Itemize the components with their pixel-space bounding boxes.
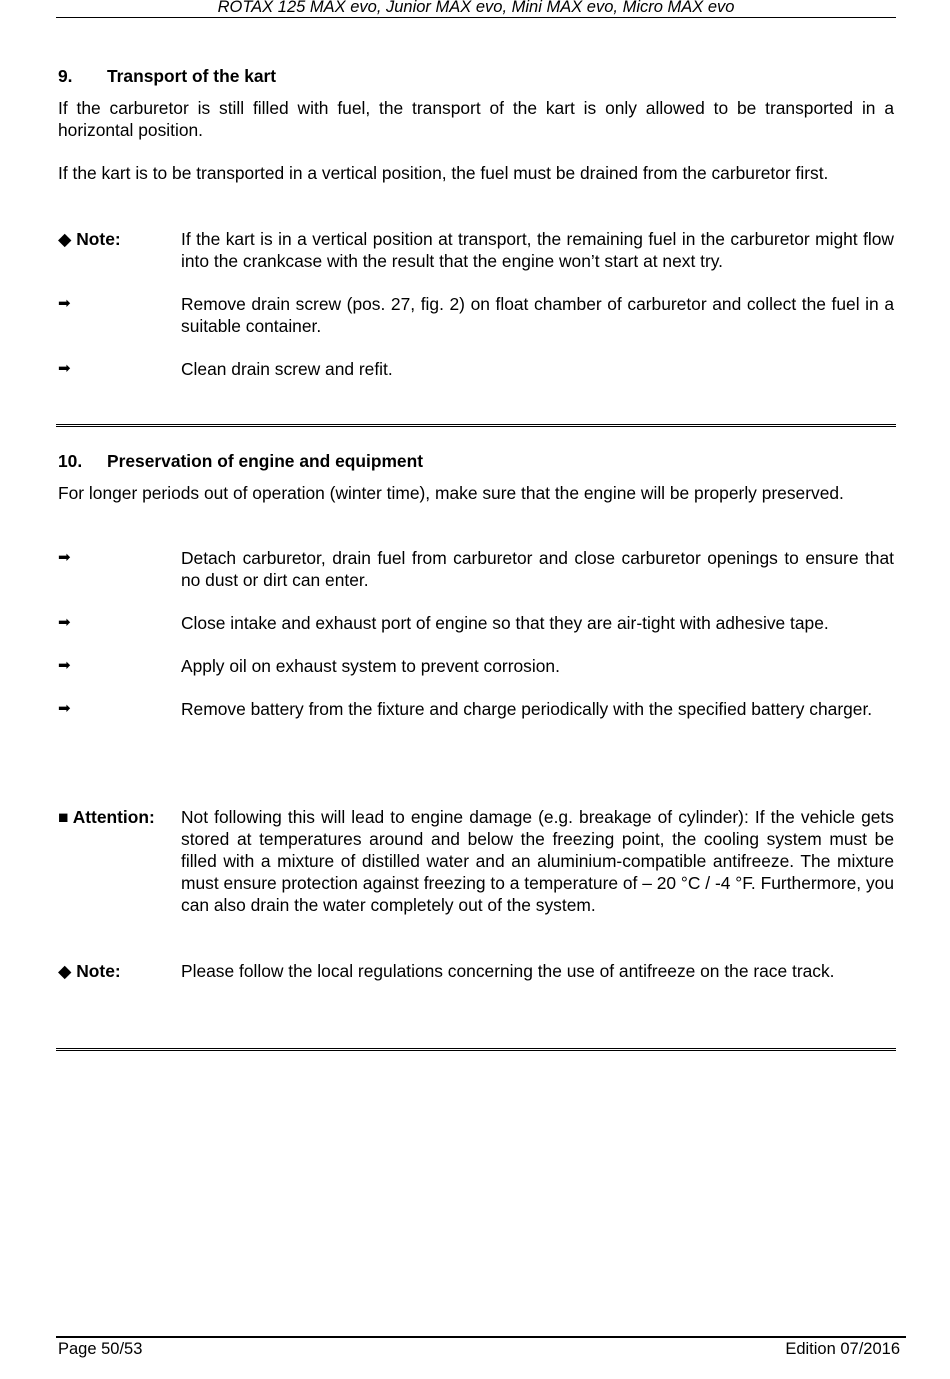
step-item: Clean drain screw and refit.	[181, 359, 393, 379]
arrow-right-icon: ➡	[58, 657, 71, 674]
step-item: Detach carburetor, drain fuel from carburetor and close carburetor openings to ensure that no dust or dirt can enter.	[181, 548, 894, 590]
step-item: Remove drain screw (pos. 27, fig. 2) on float chamber of carburetor and collect the fuel in a suitable container.	[181, 294, 894, 336]
arrow-right-icon: ➡	[58, 360, 71, 377]
note-text: If the kart is in a vertical position at transport, the remaining fuel in the carburetor might flow into the crankcase with the result that the engine won’t start at next try.	[181, 229, 894, 271]
section-9-title: Transport of the kart	[107, 66, 277, 86]
note-label: Note:	[76, 229, 121, 249]
step-item: Close intake and exhaust port of engine so that they are air-tight with adhesive tape.	[181, 613, 829, 633]
square-icon: ■	[58, 807, 69, 827]
section-9-paragraph-1: If the carburetor is still filled with fuel, the transport of the kart is only allowed to be transported in a horizontal position.	[58, 98, 894, 140]
section-divider	[56, 424, 896, 427]
section-10-number: 10.	[58, 451, 83, 471]
section-divider	[56, 1048, 896, 1051]
note-text: Please follow the local regulations concerning the use of antifreeze on the race track.	[181, 961, 835, 981]
arrow-right-icon: ➡	[58, 700, 71, 717]
note-marker	[58, 960, 121, 982]
note-label: Note:	[76, 961, 121, 981]
attention-marker	[58, 806, 155, 828]
arrow-right-icon: ➡	[58, 549, 71, 566]
diamond-icon: ◆	[58, 961, 72, 981]
edition: Edition 07/2016	[785, 1340, 900, 1358]
step-item: Apply oil on exhaust system to prevent corrosion.	[181, 656, 560, 676]
arrow-right-icon: ➡	[58, 295, 71, 312]
section-10-title: Preservation of engine and equipment	[107, 451, 423, 471]
arrow-right-icon: ➡	[58, 614, 71, 631]
page-header: ROTAX 125 MAX evo, Junior MAX evo, Mini MAX evo, Micro MAX evo	[56, 0, 896, 18]
section-10-heading	[58, 450, 423, 472]
attention-text: Not following this will lead to engine damage (e.g. breakage of cylinder): If the vehicle gets stored at temperatures around and below the freezing point, the cooling system must be filled with a mixture of distilled water and an aluminium-compatible antifreeze. The mixture must ensure protection against freezing to a temperature of – 20 °C / -4 °F. Furthermore, you can also drain the water completely out of the system.	[181, 807, 894, 915]
page-number: Page 50/53	[58, 1340, 143, 1358]
section-10-intro: For longer periods out of operation (winter time), make sure that the engine will be properly preserved.	[58, 483, 844, 503]
step-item: Remove battery from the fixture and charge periodically with the specified battery charger.	[181, 699, 873, 719]
footer-rule	[56, 1336, 906, 1338]
diamond-icon: ◆	[58, 229, 72, 249]
section-9-heading	[58, 65, 276, 87]
section-9-paragraph-2: If the kart is to be transported in a vertical position, the fuel must be drained from the carburetor first.	[58, 163, 829, 183]
note-marker	[58, 228, 121, 250]
attention-label: Attention:	[72, 807, 155, 827]
section-9-number: 9.	[58, 66, 73, 86]
